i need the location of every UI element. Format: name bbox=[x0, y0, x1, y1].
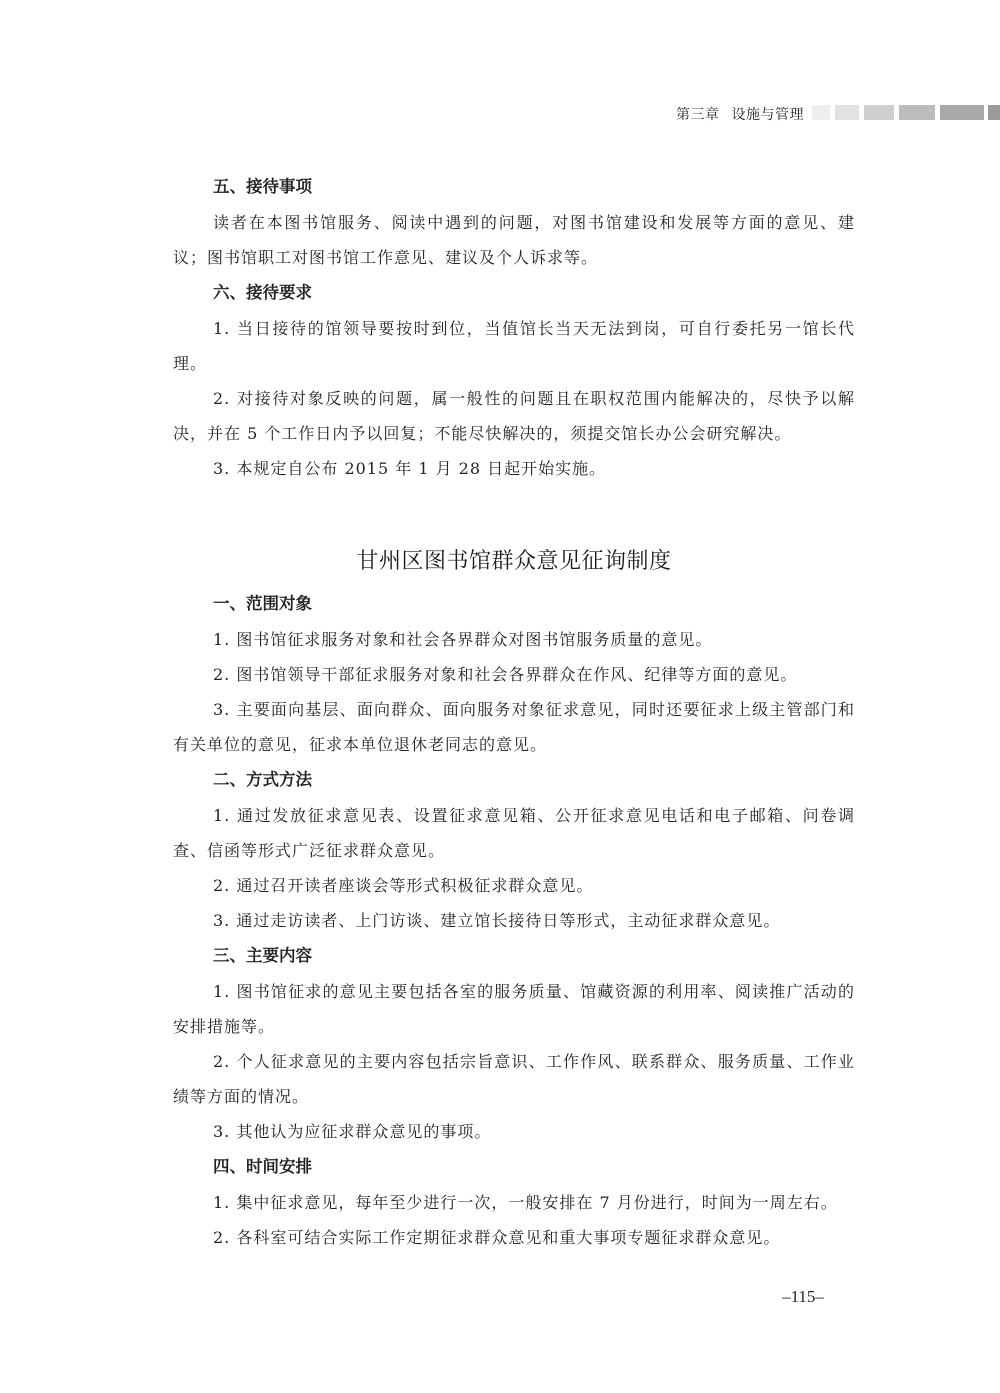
header-bar bbox=[988, 105, 1000, 120]
section-heading: 四、时间安排 bbox=[213, 1157, 312, 1176]
section-heading: 五、接待事项 bbox=[213, 177, 312, 196]
section-heading: 六、接待要求 bbox=[213, 283, 312, 302]
chapter-title: 设施与管理 bbox=[731, 107, 804, 123]
paragraph: 1. 当日接待的馆领导要按时到位，当值馆长当天无法到岗，可自行委托另一馆长代理。 bbox=[173, 319, 855, 373]
paragraph: 3. 本规定自公布 2015 年 1 月 28 日起开始实施。 bbox=[213, 459, 607, 478]
paragraph: 1. 图书馆征求的意见主要包括各室的服务质量、馆藏资源的利用率、阅读推广活动的安排措施等。 bbox=[173, 982, 855, 1036]
paragraph: 2. 各科室可结合实际工作定期征求群众意见和重大事项专题征求群众意见。 bbox=[213, 1228, 781, 1247]
chapter-label bbox=[676, 104, 804, 124]
paragraph: 3. 主要面向基层、面向群众、面向服务对象征求意见，同时还要征求上级主管部门和有关单位的意见，征求本单位退休老同志的意见。 bbox=[173, 700, 855, 754]
paragraph: 2. 个人征求意见的主要内容包括宗旨意识、工作作风、联系群众、服务质量、工作业绩等方面的情况。 bbox=[173, 1052, 855, 1106]
chapter-number: 第三章 bbox=[676, 107, 720, 123]
header-bar bbox=[812, 105, 830, 120]
paragraph: 2. 对接待对象反映的问题，属一般性的问题且在职权范围内能解决的，尽快予以解决，并在 5 个工作日内予以回复；不能尽快解决的，须提交馆长办公会研究解决。 bbox=[173, 389, 855, 443]
paragraph: 2. 图书馆领导干部征求服务对象和社会各界群众在作风、纪律等方面的意见。 bbox=[213, 665, 798, 684]
paragraph: 读者在本图书馆服务、阅读中遇到的问题，对图书馆建设和发展等方面的意见、建议；图书馆职工对图书馆工作意见、建议及个人诉求等。 bbox=[173, 213, 855, 267]
running-header bbox=[0, 98, 1000, 128]
paragraph: 1. 图书馆征求服务对象和社会各界群众对图书馆服务质量的意见。 bbox=[213, 630, 713, 649]
paragraph: 1. 通过发放征求意见表、设置征求意见箱、公开征求意见电话和电子邮箱、问卷调查、信函等形式广泛征求群众意见。 bbox=[173, 806, 855, 860]
paragraph: 2. 通过召开读者座谈会等形式积极征求群众意见。 bbox=[213, 876, 594, 895]
section-heading: 二、方式方法 bbox=[213, 770, 312, 789]
page-body bbox=[173, 169, 855, 1255]
header-bar bbox=[835, 105, 859, 120]
section-heading: 三、主要内容 bbox=[213, 946, 312, 965]
header-bar bbox=[899, 105, 935, 120]
header-bar bbox=[940, 105, 984, 120]
header-bar bbox=[864, 105, 894, 120]
paragraph: 1. 集中征求意见，每年至少进行一次，一般安排在 7 月份进行，时间为一周左右。 bbox=[213, 1193, 838, 1212]
paragraph: 3. 其他认为应征求群众意见的事项。 bbox=[213, 1122, 492, 1141]
document-title: 甘州区图书馆群众意见征询制度 bbox=[356, 549, 672, 574]
page-number: –115– bbox=[782, 1287, 824, 1306]
section-heading: 一、范围对象 bbox=[213, 594, 312, 613]
paragraph: 3. 通过走访读者、上门访谈、建立馆长接待日等形式，主动征求群众意见。 bbox=[213, 911, 781, 930]
